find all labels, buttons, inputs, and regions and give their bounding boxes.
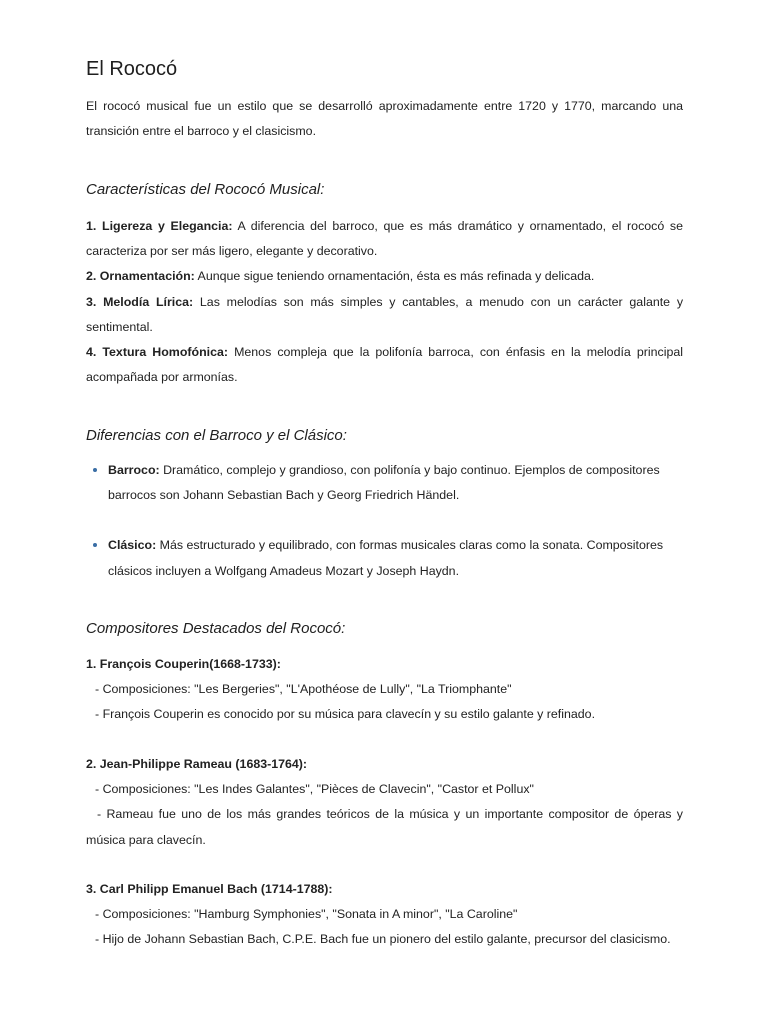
composer-name	[86, 752, 683, 777]
composer-entry	[86, 877, 683, 953]
composers-heading: Compositores Destacados del Rococó:	[86, 620, 346, 637]
difference-label: Clásico:	[108, 538, 157, 553]
composer-works: - Composiciones: "Hamburg Symphonies", "Sonata in A minor", "La Caroline"	[95, 907, 518, 922]
composer-entry	[86, 652, 683, 728]
intro-text: El rococó musical fue un estilo que se desarrolló aproximadamente entre 1720 y 1770, marcando una transición entre el barroco y el clasicismo.	[86, 99, 683, 139]
characteristic-label: 3. Melodía Lírica:	[86, 294, 194, 309]
composer-note: - François Couperin es conocido por su música para clavecín y su estilo galante y refinado.	[95, 707, 596, 722]
list-item	[86, 458, 683, 508]
composer-works: - Composiciones: "Les Indes Galantes", "Pièces de Clavecin", "Castor et Pollux"	[95, 782, 534, 797]
composer-entry	[86, 752, 683, 853]
difference-text: Más estructurado y equilibrado, con formas musicales claras como la sonata. Compositores clásicos incluyen a Wolfgang Amadeus Mozart y Joseph Haydn.	[108, 538, 664, 578]
characteristic-text: Aunque sigue teniendo ornamentación, ésta es más refinada y delicada.	[194, 269, 595, 284]
characteristics-heading: Características del Rococó Musical:	[86, 181, 325, 198]
page-title: El Rococó	[86, 58, 178, 80]
characteristic-item	[86, 214, 683, 264]
composer-name-text: 1. François Couperin(1668-1733):	[86, 657, 281, 671]
intro-paragraph	[86, 94, 683, 144]
characteristic-text: Las melodías son más simples y cantables, a menudo con un carácter galante y sentimental.	[86, 294, 684, 334]
differences-list	[86, 458, 683, 584]
differences-heading: Diferencias con el Barroco y el Clásico:	[86, 427, 347, 444]
composer-name-text: 3. Carl Philipp Emanuel Bach (1714-1788):	[86, 882, 333, 896]
bullet-icon	[93, 543, 97, 547]
characteristic-item	[86, 340, 683, 390]
characteristic-item	[86, 290, 683, 340]
difference-text: Dramático, complejo y grandioso, con polifonía y bajo continuo. Ejemplos de compositores barrocos son Johann Sebastian Bach y Georg Friedrich Händel.	[108, 463, 660, 503]
list-item	[86, 533, 683, 583]
characteristic-label: 1. Ligereza y Elegancia:	[86, 219, 233, 233]
composer-note: - Rameau fue uno de los más grandes teóricos de la música y un importante compositor de óperas y música para clavecín.	[86, 807, 683, 847]
composer-name-text: 2. Jean-Philippe Rameau (1683-1764):	[86, 757, 308, 771]
characteristic-text: A diferencia del barroco, que es más dramático y ornamentado, el rococó se caracteriza por ser más ligero, elegante y decorativo.	[86, 219, 683, 259]
characteristic-item	[86, 264, 683, 289]
difference-label: Barroco:	[108, 463, 160, 477]
bullet-icon	[93, 468, 97, 472]
composer-works: - Composiciones: "Les Bergeries", "L'Apothéose de Lully", "La Triomphante"	[95, 682, 512, 697]
composer-name	[86, 652, 683, 677]
composer-name	[86, 877, 683, 902]
characteristics-list	[86, 214, 683, 390]
composer-note: - Hijo de Johann Sebastian Bach, C.P.E. Bach fue un pionero del estilo galante, precursor del clasicismo.	[95, 932, 671, 947]
characteristic-label: 4. Textura Homofónica:	[86, 345, 229, 360]
characteristic-text: Menos compleja que la polifonía barroca, con énfasis en la melodía principal acompañada por armonías.	[86, 345, 684, 385]
characteristic-label: 2. Ornamentación:	[86, 269, 195, 284]
